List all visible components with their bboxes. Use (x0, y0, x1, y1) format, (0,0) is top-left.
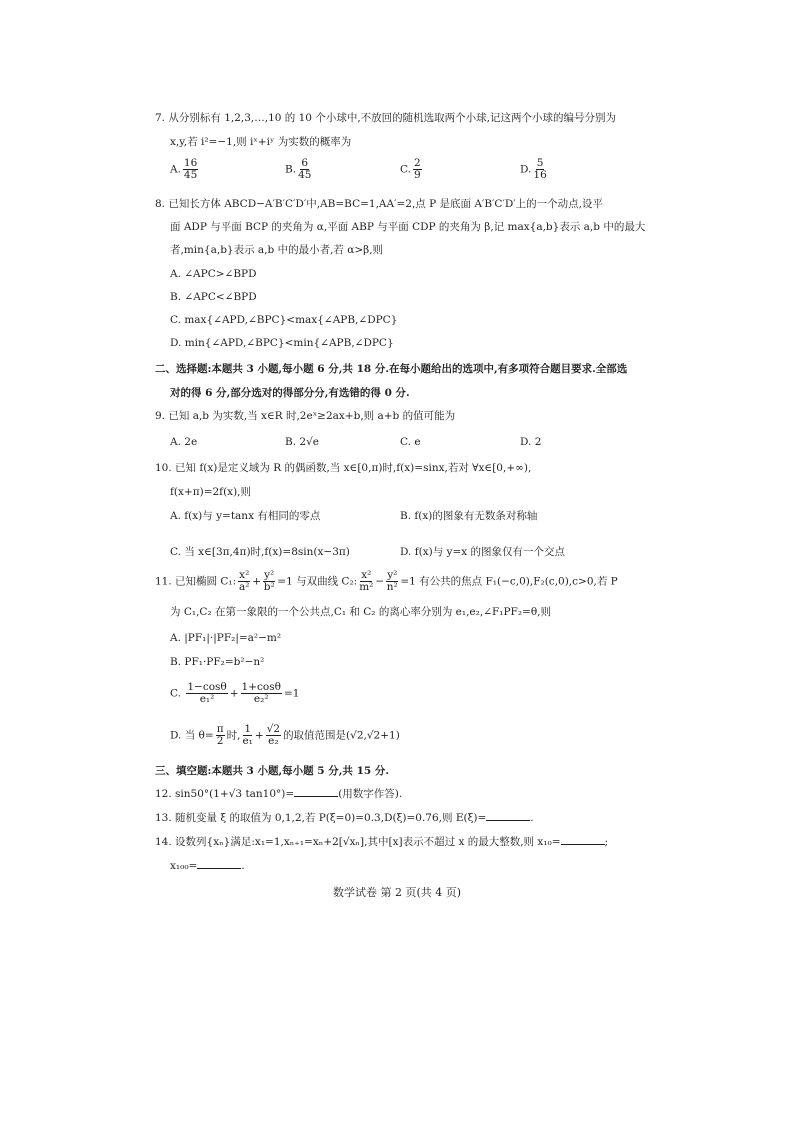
q8-option-c: C. max{∠APD,∠BPC}<max{∠APB,∠DPC} (170, 314, 398, 326)
section3-heading: 三、填空题:本题共 3 小题,每小题 5 分,共 15 分. (155, 765, 389, 777)
section2-heading-line2: 对的得 6 分,部分选对的得部分分,有选错的得 0 分. (170, 387, 410, 399)
q11-option-b: B. PF₁·PF₂=b²−n² (170, 656, 265, 668)
q10-stem-line1: 10. 已知 f(x)是定义域为 R 的偶函数,当 x∈[0,π)时,f(x)=sinx,若对 ∀x∈[0,+∞), (155, 462, 532, 474)
q9-option-d: D. 2 (520, 436, 542, 448)
q9-stem: 9. 已知 a,b 为实数,当 x∈R 时,2eˣ≥2ax+b,则 a+b 的值可能为 (155, 410, 456, 422)
q11-option-c: C. $\frac{1-\cos\theta}{\text{e₁²}}$ + $\frac{1+\cos\theta}{\text{e₂²}}$ =1 (170, 681, 300, 705)
q10-option-c: C. 当 x∈[3π,4π)时,f(x)=8sin(x−3π) (170, 546, 350, 558)
q11-stem-line1: 11. 已知椭圆 C₁: $\frac{\text{x²}}{\text{a²}}$ + $\frac{\text{y²}}{\text{b²}}$ =1 与双曲线 C₂: $\frac{\text{x²}}{\text{m²}}$ − $\frac{\text{y²}}{\text{n²}}$ =1 有公共的焦点 F₁(−c,0),F₂(c,0),c>0,若 P (155, 569, 618, 593)
q7-option-c: C. $\frac{2}{9}$ (400, 157, 421, 181)
q8-option-b: B. ∠APC<∠BPD (170, 291, 257, 303)
section2-heading-line1: 二、选择题:本题共 3 小题,每小题 6 分,共 18 分.在每小题给出的选项中,有多项符合题目要求.全部选 (155, 363, 628, 375)
q14-stem-line2: x₁₀₀= . (170, 860, 245, 872)
q13-answer-blank[interactable] (486, 810, 530, 821)
q7-options (170, 158, 640, 188)
q14-stem-line1: 14. 设数列{xₙ}满足:x₁=1,xₙ₊₁=xₙ+2[√xₙ],其中[x]表示不超过 x 的最大整数,则 x₁₀= ; (155, 836, 609, 848)
q9-option-c: C. e (400, 436, 421, 448)
q8-stem-line3: 者,min{a,b}表示 a,b 中的最小者,若 α>β,则 (170, 244, 384, 256)
q8-stem-line1: 8. 已知长方体 ABCD−A′B′C′D′中,AB=BC=1,AA′=2,点 P 是底面 A′B′C′D′上的一个动点,设平 (155, 198, 603, 210)
q8-option-d: D. min{∠APD,∠BPC}<min{∠APB,∠DPC} (170, 337, 394, 349)
q11-option-d: D. 当 θ= $\frac{\pi}{2}$ 时, $\frac{1}{\text{e₁}}$ + $\frac{√2}{\text{e₂}}$ 的取值范围是(√2,√2+1) (170, 723, 400, 747)
q7-option-d: D. $\frac{5}{16}$ (520, 157, 547, 181)
q14-answer-blank-2[interactable] (197, 858, 241, 869)
page-footer: 数学试卷 第 2 页(共 4 页) (332, 886, 462, 899)
q10-option-b: B. f(x)的图象有无数条对称轴 (400, 510, 538, 522)
q11-option-a: A. |PF₁|·|PF₂|=a²−m² (170, 632, 282, 644)
q9-option-a: A. 2e (170, 436, 198, 448)
q10-stem-line2: f(x+π)=2f(x),则 (170, 486, 252, 498)
q10-option-d: D. f(x)与 y=x 的图象仅有一个交点 (400, 546, 566, 558)
q9-option-b: B. 2√e (285, 436, 319, 448)
q12-stem: 12. sin50°(1+√3 tan10°)= (用数字作答). (155, 788, 403, 800)
q12-answer-blank[interactable] (294, 786, 338, 797)
q10-option-a: A. f(x)与 y=tanx 有相同的零点 (170, 510, 321, 522)
q8-stem-line2: 面 ADP 与平面 BCP 的夹角为 α,平面 ABP 与平面 CDP 的夹角为 β,记 max{a,b}表示 a,b 中的最大 (170, 221, 646, 233)
q7-stem-line2: x,y,若 i²=−1,则 iˣ+iʸ 为实数的概率为 (170, 136, 352, 148)
q7-stem-line1: 7. 从分别标有 1,2,3,…,10 的 10 个小球中,不放回的随机选取两个小球,记这两个小球的编号分别为 (155, 112, 616, 124)
q11-stem-line2: 为 C₁,C₂ 在第一象限的一个公共点,C₁ 和 C₂ 的离心率分别为 e₁,e₂,∠F₁PF₂=θ,则 (170, 606, 552, 618)
q7-option-a: A. $\frac{16}{45}$ (170, 157, 198, 181)
q8-option-a: A. ∠APC>∠BPD (170, 268, 257, 280)
q14-answer-blank-1[interactable] (561, 834, 605, 845)
q13-stem: 13. 随机变量 ξ 的取值为 0,1,2,若 P(ξ=0)=0.3,D(ξ)=0.76,则 E(ξ)= . (155, 812, 534, 824)
q7-option-b: B. $\frac{6}{45}$ (285, 157, 312, 181)
